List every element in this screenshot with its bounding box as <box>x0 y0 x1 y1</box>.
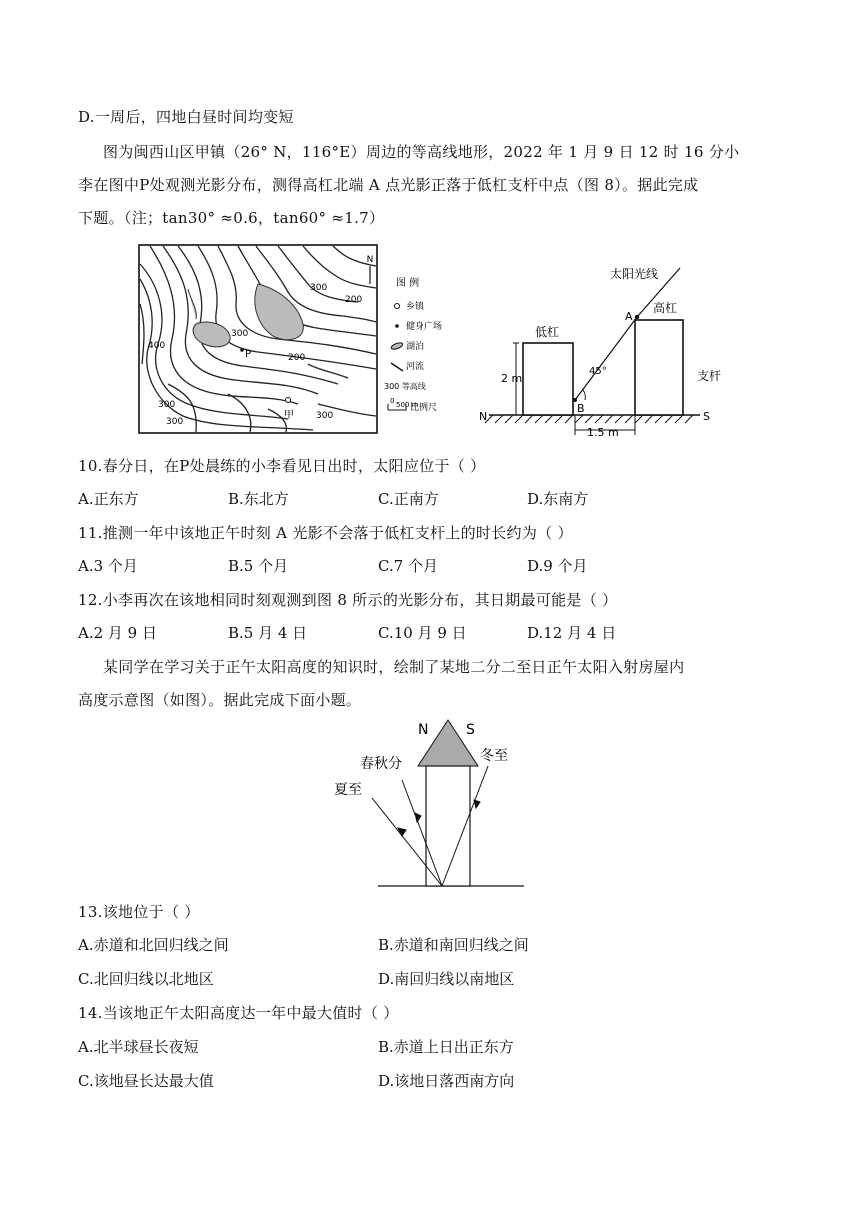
q12-option-c[interactable]: C.10 月 9 日 <box>378 624 467 642</box>
scale-label: 500 m <box>396 401 419 409</box>
high-bar-label: 高杠 <box>653 301 678 315</box>
distance-label: 1.5 m <box>587 426 619 439</box>
contour-label: 300 <box>310 283 328 293</box>
contour-label: 300 <box>166 417 184 427</box>
legend-title: 图 例 <box>396 278 420 289</box>
house-south-label: S <box>466 722 475 738</box>
q10-option-c[interactable]: C.正南方 <box>378 490 439 508</box>
plaza-legend-icon <box>395 324 399 328</box>
legend-item: 乡镇 <box>406 302 425 312</box>
contour-label: 400 <box>148 341 166 351</box>
summer-solstice-label: 夏至 <box>334 782 362 798</box>
q14-option-b[interactable]: B.赤道上日出正东方 <box>378 1038 514 1056</box>
q11-option-d[interactable]: D.9 个月 <box>527 557 588 575</box>
contour-label: 300 <box>316 411 334 421</box>
equinox-label: 春秋分 <box>360 756 402 772</box>
legend-item: 300 等高线 <box>384 382 426 391</box>
passage-1-line-2: 李在图中P处观测光影分布，测得高杠北端 A 点光影正落于低杠支杆中点（图 8）。据此完成 <box>78 176 699 194</box>
contour-label: 200 <box>288 353 306 363</box>
q10-option-d[interactable]: D.东南方 <box>527 490 589 508</box>
q13-option-d[interactable]: D.南回归线以南地区 <box>378 970 515 988</box>
river-legend-icon <box>391 363 403 371</box>
q14-option-d[interactable]: D.该地日落西南方向 <box>378 1072 515 1090</box>
contour-label: 300 <box>158 400 176 410</box>
q13-option-b[interactable]: B.赤道和南回归线之间 <box>378 936 529 954</box>
q14-option-c[interactable]: C.该地昼长达最大值 <box>78 1072 214 1090</box>
q11-option-c[interactable]: C.7 个月 <box>378 557 439 575</box>
sunlight-label: 太阳光线 <box>610 267 659 281</box>
support-label: 支杆 <box>697 369 722 383</box>
fig8-north-label: N <box>479 410 488 423</box>
plaza-dot-icon <box>240 348 244 352</box>
contour-label: 200 <box>345 295 363 305</box>
contour-map <box>138 244 378 434</box>
q12-option-d[interactable]: D.12 月 4 日 <box>527 624 617 642</box>
scale-text: 比例尺 <box>410 403 438 413</box>
question-13: 13.该地位于（ ） <box>78 903 200 921</box>
q14-option-a[interactable]: A.北半球昼长夜短 <box>78 1038 199 1056</box>
q13-option-c[interactable]: C.北回归线以北地区 <box>78 970 214 988</box>
question-12: 12.小李再次在该地相同时刻观测到图 8 所示的光影分布，其日期最可能是（ ） <box>78 591 618 609</box>
passage-2-line-1: 某同学在学习关于正午太阳高度的知识时，绘制了某地二分二至日正午太阳入射房屋内 <box>103 658 685 676</box>
legend-item: 健身广场 <box>406 322 443 332</box>
town-label: 甲 <box>284 410 294 421</box>
house-north-label: N <box>418 722 429 738</box>
question-14: 14.当该地正午太阳高度达一年中最大值时（ ） <box>78 1004 399 1022</box>
legend-item: 河流 <box>406 362 425 372</box>
map-legend <box>380 276 480 426</box>
passage-1-line-3: 下题。（注；tan30° ≈0.6，tan60° ≈1.7） <box>78 209 385 227</box>
passage-2-line-2: 高度示意图（如图）。据此完成下面小题。 <box>78 691 362 709</box>
contour-label: 300 <box>231 329 249 339</box>
q12-option-a[interactable]: A.2 月 9 日 <box>78 624 157 642</box>
passage-1-line-1: 图为闽西山区甲镇（26° N，116°E）周边的等高线地形，2022 年 1 月 9 日 12 时 16 分小 <box>103 143 740 161</box>
height-label: 2 m <box>501 372 523 385</box>
house-sunlight-diagram <box>330 718 530 890</box>
q11-option-a[interactable]: A.3 个月 <box>78 557 138 575</box>
point-a-label: A <box>625 310 633 323</box>
question-10: 10.春分日，在P处晨练的小李看见日出时，太阳应位于（ ） <box>78 457 486 475</box>
point-b-label: B <box>577 402 585 415</box>
q12-option-b[interactable]: B.5 月 4 日 <box>228 624 308 642</box>
town-icon <box>286 398 291 403</box>
scale-zero: 0 <box>390 397 395 405</box>
q10-option-a[interactable]: A.正东方 <box>78 490 139 508</box>
angle-label: 45° <box>589 366 607 377</box>
q11-option-b[interactable]: B.5 个月 <box>228 557 289 575</box>
q13-option-a[interactable]: A.赤道和北回归线之间 <box>78 936 229 954</box>
question-11: 11.推测一年中该地正午时刻 A 光影不会落于低杠支杆上的时长约为（ ） <box>78 524 573 542</box>
legend-item: 湖泊 <box>406 342 425 352</box>
town-legend-icon <box>395 304 400 309</box>
fig8-south-label: S <box>703 410 710 423</box>
lake-legend-icon <box>391 342 404 351</box>
map-north-label: N <box>366 255 374 265</box>
low-bar-label: 低杠 <box>535 325 560 339</box>
option-d-previous: D.一周后，四地白昼时间均变短 <box>78 108 294 126</box>
point-p-label: P <box>245 349 252 360</box>
q10-option-b[interactable]: B.东北方 <box>228 490 289 508</box>
winter-solstice-label: 冬至 <box>480 748 508 764</box>
figure-8-bars <box>475 260 722 440</box>
